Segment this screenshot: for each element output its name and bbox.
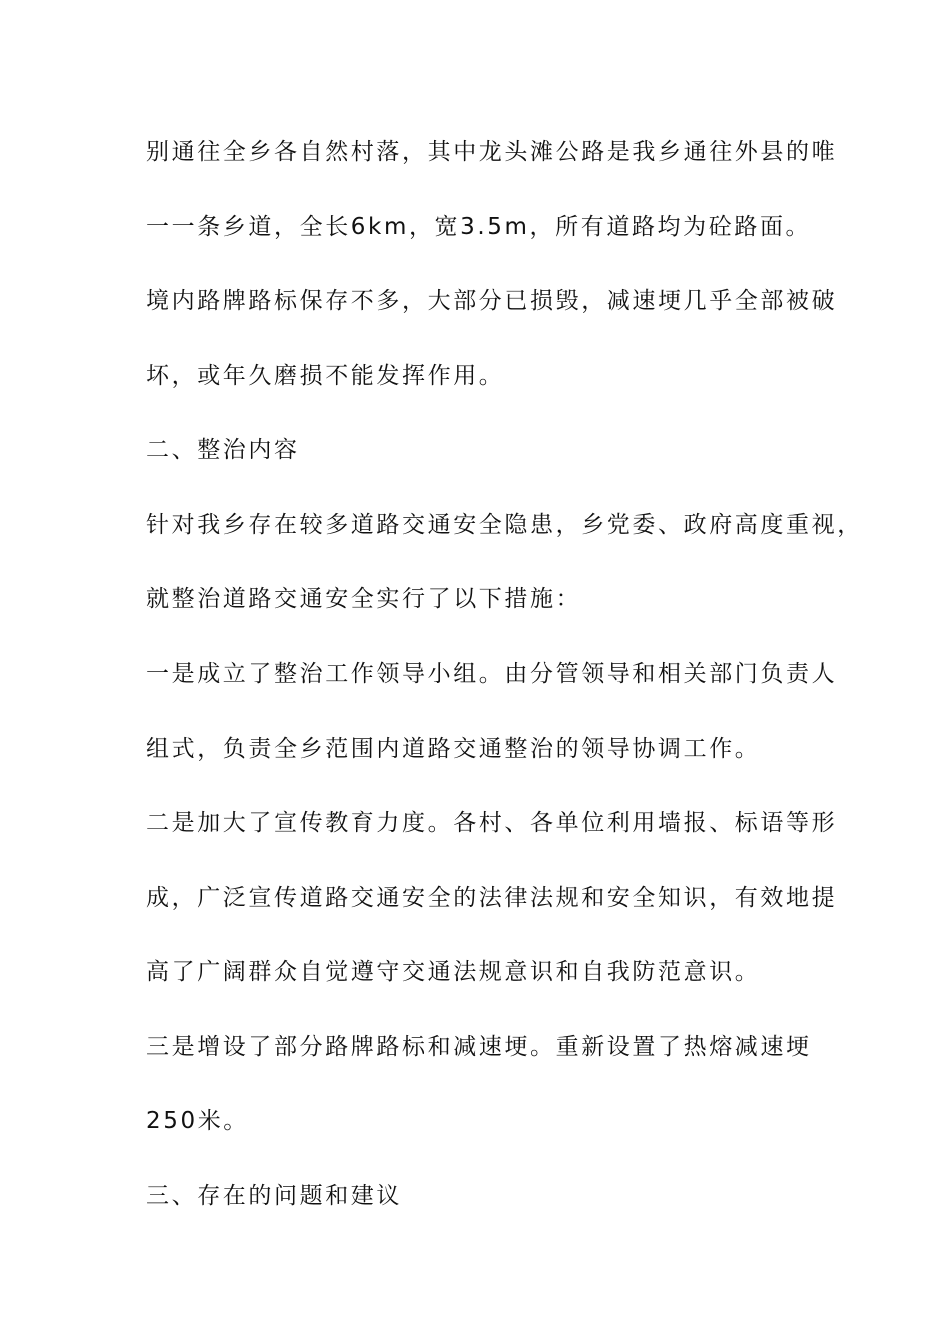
body-text-line: 一一条乡道，全长6km，宽3.5m，所有道路均为砼路面。: [146, 214, 812, 240]
body-text-line: 一是成立了整治工作领导小组。由分管领导和相关部门负责人: [146, 661, 838, 687]
body-text-line: 高了广阔群众自觉遵守交通法规意识和自我防范意识。: [146, 959, 761, 985]
body-text-line: 针对我乡存在较多道路交通安全隐患，乡党委、政府高度重视，: [146, 512, 863, 538]
body-text-line: 三是增设了部分路牌路标和减速埂。重新设置了热熔减速埂: [146, 1034, 812, 1060]
body-text-line: 成，广泛宣传道路交通安全的法律法规和安全知识，有效地提: [146, 885, 838, 911]
body-text-line: 坏，或年久磨损不能发挥作用。: [146, 363, 505, 389]
body-text-line: 250米。: [146, 1108, 249, 1134]
body-text-line: 二是加大了宣传教育力度。各村、各单位利用墙报、标语等形: [146, 810, 838, 836]
body-text-line: 组式，负责全乡范围内道路交通整治的领导协调工作。: [146, 736, 761, 762]
body-text-line: 别通往全乡各自然村落，其中龙头滩公路是我乡通往外县的唯: [146, 139, 838, 165]
section-heading: 二、整治内容: [146, 437, 300, 463]
body-text-line: 境内路牌路标保存不多，大部分已损毁，减速埂几乎全部被破: [146, 288, 838, 314]
section-heading: 三、存在的问题和建议: [146, 1183, 402, 1209]
body-text-line: 就整治道路交通安全实行了以下措施：: [146, 586, 582, 612]
